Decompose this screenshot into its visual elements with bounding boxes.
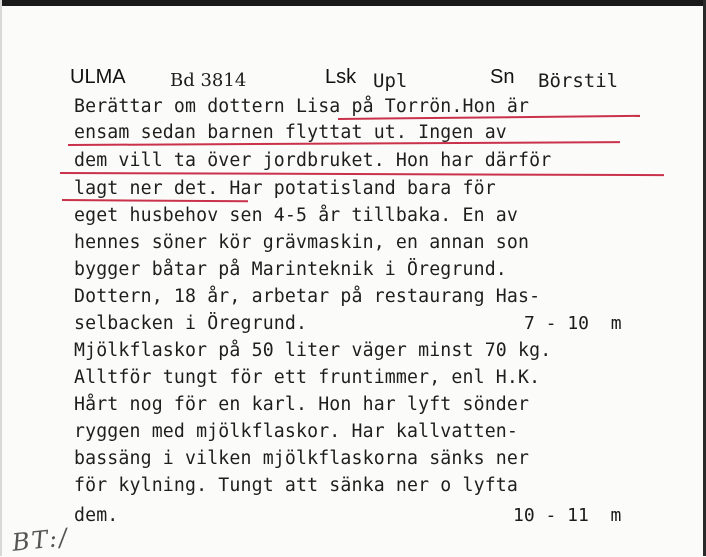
time-range: 7 - 10 m [524,313,622,334]
parish-label: Sn [490,66,515,88]
card-left-edge [0,0,2,556]
text-line: för kylning. Tungt att sänka ner o lyfta [74,475,518,496]
text-line: dem vill ta över jordbruket. Hon har därför [74,150,552,171]
text-line: selbacken i Öregrund. [74,313,308,334]
text-line: eget husbehov sen 4-5 år tillbaka. En av [74,205,518,226]
red-underline [62,199,248,202]
parish-value: Börstil [538,70,619,92]
volume-number: Bd 3814 [170,70,247,91]
text-line: ryggen med mjölkflaskor. Har kallvatten- [74,421,518,442]
red-underline [60,172,664,176]
text-line: bygger båtar på Marinteknik i Öregrund. [74,259,507,280]
text-line: Dottern, 18 år, arbetar på restaurang Has- [74,286,541,307]
province-label: Lsk [325,66,357,88]
time-range: 10 - 11 m [513,505,622,526]
text-line: Mjölkflaskor på 50 liter väger minst 70 kg. [74,340,552,361]
text-line: Berättar om dottern Lisa på Torrön.Hon är [74,96,530,117]
text-line: hennes söner kör grävmaskin, en annan son [74,232,530,253]
province-value: Upl [373,70,408,92]
text-line: bassäng i vilken mjölkflaskorna sänks ner [74,448,530,469]
card-top-edge [0,0,706,6]
text-line: dem. [74,505,119,526]
handwritten-signature: BT:/ [10,523,71,557]
text-line: Alltför tungt för ett fruntimmer, enl H.K. [74,367,541,388]
text-line: ensam sedan barnen flyttat ut. Ingen av [74,122,507,143]
text-line: lagt ner det. Har potatisland bara för [74,178,496,199]
archive-label: ULMA [70,66,126,88]
text-line: Hårt nog för en karl. Hon har lyft sönder [74,394,530,415]
